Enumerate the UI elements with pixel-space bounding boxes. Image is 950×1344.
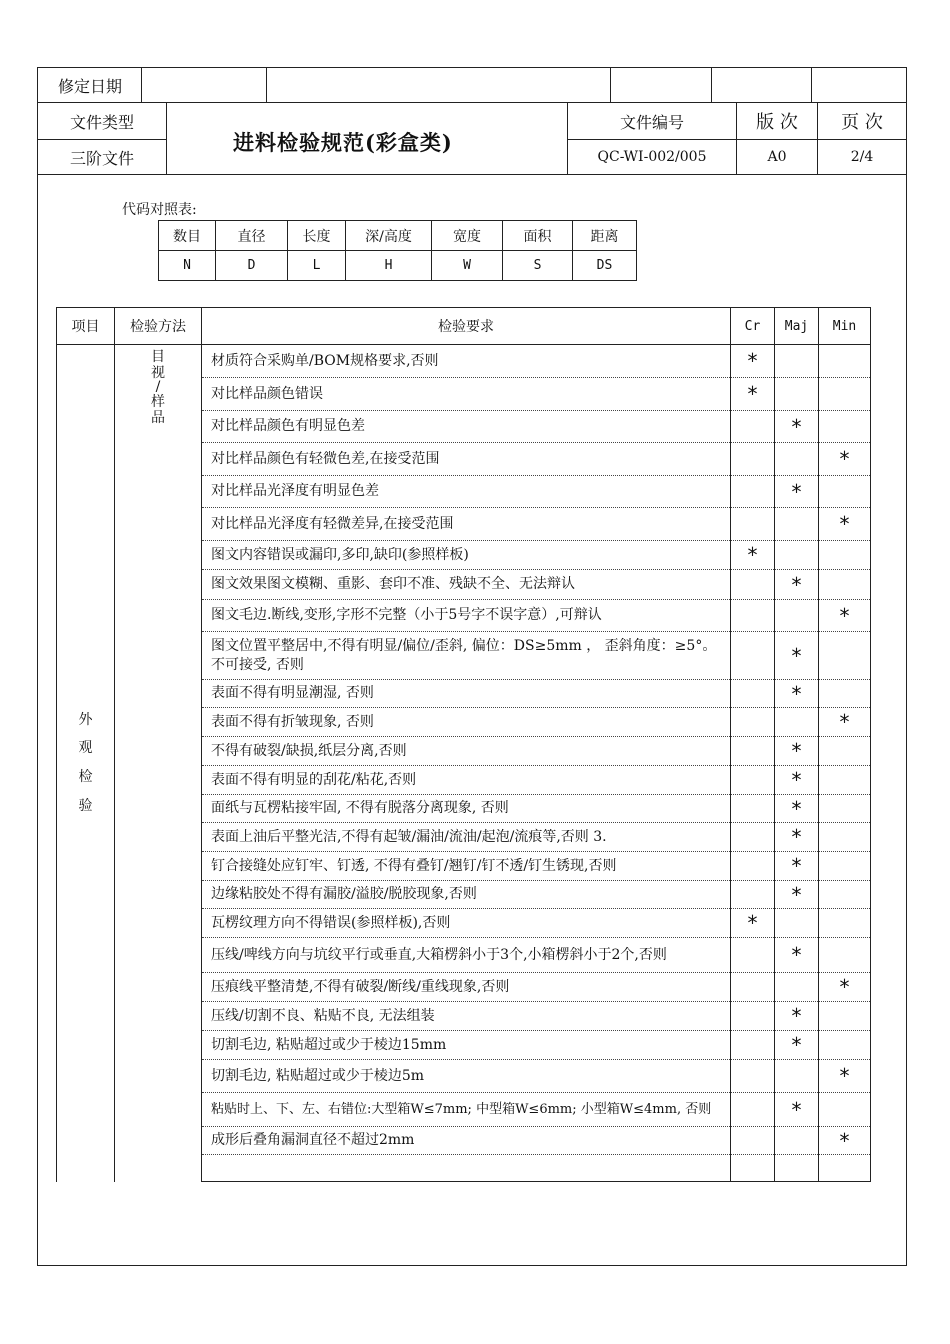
requirement-cell: 切割毛边, 粘贴超过或少于棱边5m [202,1060,731,1093]
col-maj-header: Maj [775,308,819,345]
requirement-cell: 瓦楞纹理方向不得错误(参照样板),否则 [202,909,731,938]
severity-mark: * [791,479,802,504]
severity-min-cell [819,476,871,508]
severity-mark: * [791,739,802,763]
severity-cr-cell [731,443,775,476]
severity-cr-cell [731,973,775,1002]
severity-min-cell [819,632,871,680]
severity-maj-cell [775,823,819,852]
code-table [158,220,637,281]
requirement-cell: 对比样品光泽度有明显色差 [202,476,731,508]
severity-mark: * [791,1097,802,1122]
code-header: 深/高度 [346,221,432,251]
severity-min-cell [819,1031,871,1060]
severity-mark: * [839,710,850,734]
doc-number-label: 文件编号 [619,112,684,132]
severity-min-cell [819,1093,871,1127]
severity-maj-cell [775,600,819,632]
severity-mark: * [839,447,850,471]
severity-maj-cell [775,973,819,1002]
code-value: W [432,251,503,281]
page-label: 页 次 [841,112,883,133]
col-method-header: 检验方法 [115,308,202,345]
code-header: 面积 [503,221,573,251]
method-char: 样 [151,393,165,410]
empty-cell [819,1155,871,1182]
severity-maj-cell [775,1031,819,1060]
severity-maj-cell [775,881,819,909]
severity-maj-cell [775,938,819,973]
item-name-char: 外 [78,711,93,728]
item-name-char: 观 [78,740,93,757]
severity-mark: * [747,911,758,935]
severity-cr-cell [731,632,775,680]
inspection-header-row [57,308,871,345]
severity-min-cell [819,680,871,708]
severity-maj-cell [775,508,819,541]
code-header: 长度 [288,221,346,251]
table-row [57,345,871,378]
severity-maj-cell [775,680,819,708]
requirement-cell: 对比样品光泽度有轻微差异,在接受范围 [202,508,731,541]
requirement-cell: 面纸与瓦楞粘接牢固, 不得有脱落分离现象, 否则 [202,795,731,823]
severity-mark: * [791,1033,802,1057]
requirement-cell: 成形后叠角漏洞直径不超过2mm [202,1127,731,1155]
severity-cr-cell [731,708,775,737]
code-header-row [159,221,637,251]
severity-cr-cell [731,345,775,378]
severity-cr-cell [731,600,775,632]
empty-cell [202,1155,731,1182]
version-value: A0 [767,149,787,165]
code-value-row [159,251,637,281]
requirement-cell: 表面不得有明显的刮花/粘花,否则 [202,766,731,795]
severity-maj-cell [775,411,819,443]
doc-type-value: 三阶文件 [69,148,134,168]
revision-row [37,67,907,103]
severity-cr-cell [731,852,775,881]
code-value: S [503,251,573,281]
col-cr-header: Cr [731,308,775,345]
severity-min-cell [819,909,871,938]
severity-cr-cell [731,1060,775,1093]
severity-mark: * [839,512,850,536]
severity-cr-cell [731,795,775,823]
requirement-cell: 切割毛边, 粘贴超过或少于棱边15mm [202,1031,731,1060]
doc-number-value: QC-WI-002/005 [597,149,707,165]
severity-min-cell [819,881,871,909]
requirement-cell: 压线/啤线方向与坑纹平行或垂直,大箱楞斜小于3个,小箱楞斜小于2个,否则 [202,938,731,973]
severity-mark: * [839,1128,850,1153]
severity-min-cell [819,708,871,737]
severity-mark: * [791,572,802,597]
severity-cr-cell [731,737,775,766]
severity-mark: * [791,414,802,439]
col-requirement-header: 检验要求 [202,308,731,345]
severity-mark: * [791,768,802,792]
requirement-cell: 粘贴时上、下、左、右错位:大型箱W≤7mm; 中型箱W≤6mm; 小型箱W≤4mm, 否则 [202,1093,731,1127]
severity-cr-cell [731,1127,775,1155]
severity-maj-cell [775,378,819,411]
severity-maj-cell [775,476,819,508]
code-header: 宽度 [432,221,503,251]
severity-mark: * [791,854,802,878]
version-label: 版 次 [756,112,798,133]
code-header: 直径 [216,221,288,251]
severity-maj-cell [775,909,819,938]
severity-cr-cell [731,541,775,570]
severity-mark: * [839,1064,850,1088]
severity-maj-cell [775,766,819,795]
severity-min-cell [819,795,871,823]
method-char: 视 [151,365,165,382]
severity-min-cell [819,508,871,541]
severity-maj-cell [775,345,819,378]
requirement-cell: 边缘粘胶处不得有漏胶/溢胶/脱胶现象,否则 [202,881,731,909]
inspection-table [56,307,871,1182]
requirement-cell: 对比样品颜色错误 [202,378,731,411]
severity-mark: * [791,681,802,706]
requirement-cell: 图文毛边.断线,变形,字形不完整（小于5号字不误字意）,可辩认 [202,600,731,632]
requirement-cell: 不得有破裂/缺损,纸层分离,否则 [202,737,731,766]
method-cell [115,345,202,1182]
severity-maj-cell [775,1127,819,1155]
doc-type-label: 文件类型 [69,112,134,132]
page-title: 进料检验规范(彩盒类) [233,130,453,155]
severity-maj-cell [775,852,819,881]
severity-mark: * [791,796,802,821]
severity-maj-cell [775,541,819,570]
severity-maj-cell [775,708,819,737]
severity-min-cell [819,1127,871,1155]
severity-cr-cell [731,1031,775,1060]
severity-min-cell [819,766,871,795]
severity-cr-cell [731,570,775,600]
severity-mark: * [791,1004,802,1028]
page-value: 2/4 [850,149,874,165]
severity-cr-cell [731,680,775,708]
code-header: 距离 [573,221,637,251]
severity-min-cell [819,737,871,766]
severity-maj-cell [775,1093,819,1127]
requirement-cell: 表面不得有明显潮湿, 否则 [202,680,731,708]
severity-min-cell [819,823,871,852]
severity-min-cell [819,411,871,443]
document-header [37,102,907,175]
severity-min-cell [819,973,871,1002]
severity-min-cell [819,1002,871,1031]
severity-min-cell [819,443,871,476]
severity-min-cell [819,345,871,378]
code-value: L [288,251,346,281]
requirement-cell: 表面上油后平整光洁,不得有起皱/漏油/流油/起泡/流痕等,否则 3. [202,823,731,852]
severity-cr-cell [731,909,775,938]
code-header: 数目 [159,221,216,251]
item-name-char: 验 [78,798,93,815]
col-item-header: 项目 [57,308,115,345]
empty-cell [775,1155,819,1182]
requirement-cell: 对比样品颜色有轻微色差,在接受范围 [202,443,731,476]
code-table-caption: 代码对照表: [122,202,197,218]
requirement-cell: 钉合接缝处应钉牢、钉透, 不得有叠钉/翘钉/钉不透/钉生锈现,否则 [202,852,731,881]
severity-cr-cell [731,938,775,973]
severity-mark: * [747,349,758,373]
requirement-cell: 表面不得有折皱现象, 否则 [202,708,731,737]
severity-mark: * [839,603,850,628]
severity-cr-cell [731,766,775,795]
severity-maj-cell [775,1060,819,1093]
severity-cr-cell [731,1093,775,1127]
severity-mark: * [791,825,802,849]
col-min-header: Min [819,308,871,345]
severity-min-cell [819,570,871,600]
severity-mark: * [747,543,758,567]
severity-maj-cell [775,632,819,680]
code-value: D [216,251,288,281]
item-name-char: 检 [78,769,93,786]
severity-maj-cell [775,737,819,766]
severity-cr-cell [731,881,775,909]
code-value: N [159,251,216,281]
severity-min-cell [819,852,871,881]
method-char: 品 [151,409,165,426]
requirement-cell: 图文位置平整居中,不得有明显/偏位/歪斜, 偏位：DS≥5mm ， 歪斜角度：≥5°。不可接受, 否则 [202,632,731,680]
requirement-cell: 对比样品颜色有明显色差 [202,411,731,443]
severity-mark: * [747,382,758,406]
empty-cell [731,1155,775,1182]
severity-mark: * [791,643,802,668]
severity-maj-cell [775,570,819,600]
severity-maj-cell [775,795,819,823]
requirement-cell: 图文效果图文模糊、重影、套印不准、残缺不全、无法辩认 [202,570,731,600]
severity-min-cell [819,378,871,411]
severity-cr-cell [731,476,775,508]
requirement-cell: 图文内容错误或漏印,多印,缺印(参照样板) [202,541,731,570]
severity-cr-cell [731,823,775,852]
code-value: DS [573,251,637,281]
severity-mark: * [791,943,802,967]
requirement-cell: 压痕线平整清楚,不得有破裂/断线/重线现象,否则 [202,973,731,1002]
severity-min-cell [819,1060,871,1093]
severity-cr-cell [731,411,775,443]
revision-date-label: 修定日期 [57,76,122,96]
severity-mark: * [839,975,850,999]
requirement-cell: 材质符合采购单/BOM规格要求,否则 [202,345,731,378]
requirement-cell: 压线/切割不良、粘贴不良, 无法组装 [202,1002,731,1031]
severity-mark: * [791,882,802,907]
severity-maj-cell [775,1002,819,1031]
method-char: / [155,379,161,396]
severity-min-cell [819,600,871,632]
method-char: 目 [151,349,165,365]
item-cell [57,345,115,1182]
severity-cr-cell [731,508,775,541]
code-value: H [346,251,432,281]
severity-min-cell [819,938,871,973]
severity-cr-cell [731,1002,775,1031]
severity-min-cell [819,541,871,570]
severity-maj-cell [775,443,819,476]
severity-cr-cell [731,378,775,411]
